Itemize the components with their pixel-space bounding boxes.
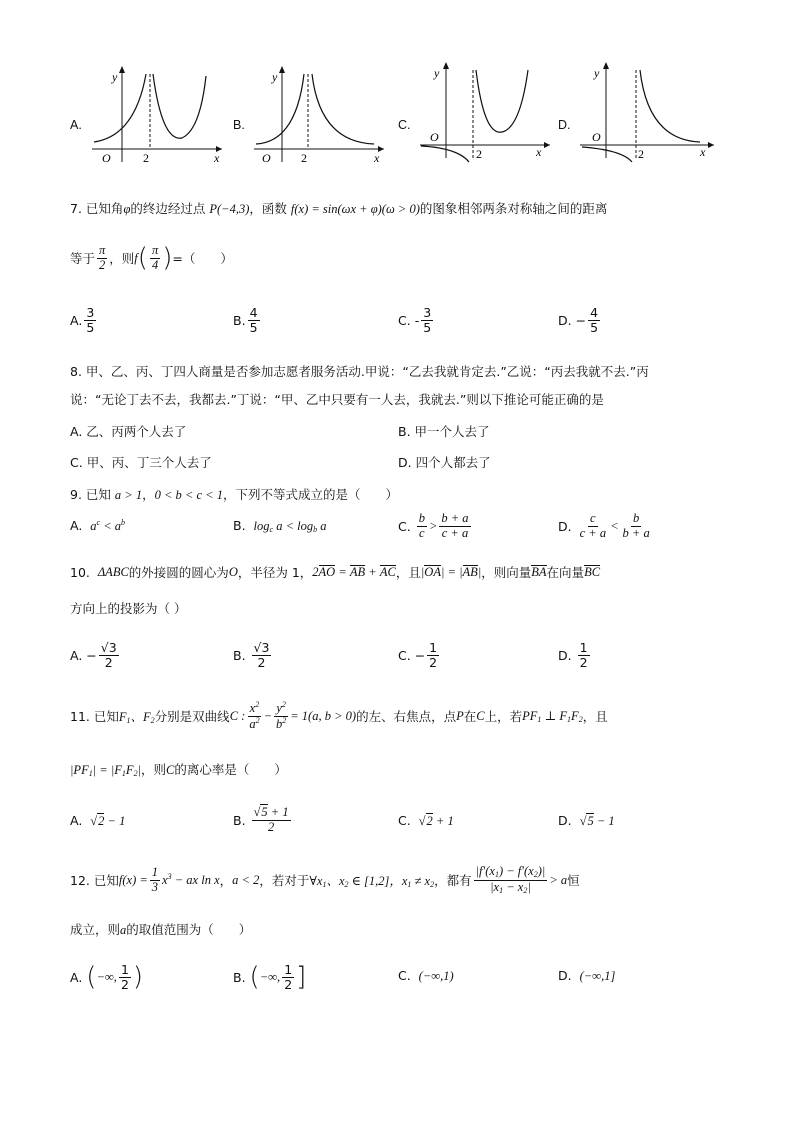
q7-text: 的图象相邻两条对称轴之间的距离 [419, 201, 608, 216]
option-label: B. [233, 312, 246, 328]
option-fraction: $\frac{√5 + 1}{2}$ [253, 805, 289, 834]
graph-d-label: D. [558, 118, 571, 132]
fraction-denominator: 5 [249, 319, 258, 335]
option-label: A. [70, 813, 83, 828]
q11-text: ，则 [141, 762, 167, 777]
q8-option-d[interactable] [398, 453, 491, 471]
q12-frac-derivative: $\frac{|f'(x_1) - f'(x_2)|}{|x_1 - x_2|}$ [475, 864, 546, 895]
q7-text: 的终边经过点 [130, 201, 206, 216]
q11-number: 11. [70, 708, 90, 724]
q12-option-a[interactable]: A. ( −∞, $\frac{1}{2}$ ) [70, 962, 144, 992]
q10-magnitude-equation: |OA| = |AB| [420, 564, 482, 579]
q7-text: 已知角 [85, 201, 124, 216]
q12-line2 [70, 920, 251, 938]
fraction-numerator: √3 [100, 640, 117, 656]
q11-stem: 11. 已知 $F_1$、$F_2$ 分别是双曲线 C : $\frac{x^2}{a^2}$ − $\frac{y^2}{b^2}$ = 1(a, b > 0) 的左、右焦点，点 P 在 C 上，若 $PF_1$ ⊥ $F_1F_2$ ，且 [70, 700, 608, 731]
option-label: C. [398, 312, 411, 328]
tick-label: 2 [638, 147, 644, 161]
q12-text: 已知 [93, 873, 119, 888]
q10-vector-ba: BA [531, 564, 547, 579]
paren: ) [162, 243, 173, 273]
q11-frac-y: $\frac{y^2}{b^2}$ [276, 700, 287, 731]
q7-option-b[interactable] [233, 302, 262, 338]
q9-option-d[interactable]: D. $\frac{c}{c + a}$ < $\frac{b}{b + a}$ [558, 511, 650, 540]
tick-label: 2 [476, 147, 482, 161]
option-fraction [99, 641, 119, 668]
q7-text: 等于 [70, 251, 96, 266]
option-fraction [84, 306, 96, 333]
q12-a: a [120, 923, 127, 937]
x-axis-label: x [700, 145, 706, 159]
q11-foci: $F_1$、$F_2$ [118, 710, 155, 725]
q7-option-d[interactable] [558, 302, 602, 338]
paren: ( [137, 243, 148, 273]
option-text: (−∞,1) [418, 969, 454, 983]
option-label: C. [398, 518, 411, 534]
q7-f: f [134, 250, 138, 265]
q11-c: C [166, 763, 175, 777]
q11-option-c[interactable] [398, 813, 454, 829]
option-sign: − [575, 312, 587, 328]
fraction-numerator: √3 [253, 640, 270, 656]
q11-p: P [456, 708, 464, 723]
q9-option-c[interactable]: C. $\frac{b}{c}$ > $\frac{b + a}{c + a}$ [398, 511, 469, 540]
option-fraction: $\frac{b + a}{c + a}$ [441, 511, 469, 540]
q12-option-d[interactable] [558, 968, 615, 984]
option-fraction: $\frac{c}{c + a}$ [579, 511, 607, 540]
option-fraction: $\frac{b}{c}$ [418, 511, 425, 540]
graph-c [418, 58, 553, 163]
fraction-denominator: 5 [86, 319, 95, 335]
fraction-numerator: 1 [429, 640, 438, 656]
option-sign: - [414, 312, 420, 328]
option-fraction: $\frac{b}{b + a}$ [622, 511, 650, 540]
graph-a [90, 62, 225, 167]
y-axis-label: y [594, 66, 600, 80]
fraction-denominator: 2 [99, 257, 106, 272]
option-label: A. [70, 969, 83, 985]
fraction-denominator: 2 [104, 654, 113, 670]
option-label: B. [233, 969, 246, 985]
option-label: D. [558, 518, 572, 534]
y-axis-label: y [112, 70, 118, 84]
q7-text: ，则 [109, 251, 135, 266]
q11-line2 [70, 760, 287, 778]
option-fraction: $\frac{1}{2}$ [284, 962, 293, 992]
tick-label: 2 [301, 151, 307, 165]
q8-option-a[interactable] [70, 422, 186, 440]
q11-c: C [476, 708, 485, 723]
x-axis-label: x [536, 145, 542, 159]
q10-text: ，则向量 [481, 565, 532, 580]
option-math: $a^c < a^b$ [90, 518, 126, 533]
option-text: 四个人都去了 [415, 455, 491, 470]
q12-option-b[interactable]: B. ( −∞, $\frac{1}{2}$ ] [233, 962, 307, 992]
option-text: (−∞,1] [579, 969, 616, 983]
origin-label: O [592, 130, 601, 144]
q11-hyperbola: C : [229, 708, 246, 723]
origin-label: O [262, 151, 271, 165]
option-label: C. [398, 968, 411, 983]
option-label: B. [233, 518, 246, 533]
q9-option-b[interactable] [233, 518, 326, 534]
q10-text: ，且 [395, 565, 421, 580]
graph-d [578, 58, 718, 163]
q7-text: ，函数 [249, 201, 287, 216]
q12-stem: 12. 已知 f(x) = $\frac{1}{3}$ $x^3$ − ax ln x ， a < 2 ，若对于 $\forall x_1$、$x_2$ ∈ [1,2]，$x_1 \ne x_2$ ，都有 $\frac{|f'(x_1) - f'(x_2)|}{|x_1 - x_2|}$ > a 恒 [70, 864, 580, 895]
option-fraction [421, 306, 433, 333]
q11-equal-length: $|PF_1| = |F_1F_2|$ [70, 763, 141, 778]
q9-condition: a > 1 [114, 488, 143, 502]
option-label: B. [398, 424, 411, 439]
option-fraction [427, 641, 439, 668]
q7-phi: φ [123, 202, 131, 216]
y-axis-label: y [434, 66, 440, 80]
fraction-denominator: 4 [151, 257, 159, 272]
fraction-pi-over-4 [150, 244, 160, 271]
q11-text: 分别是双曲线 [154, 709, 230, 724]
graph-a-label: A. [70, 118, 82, 132]
fraction-denominator: 5 [423, 319, 432, 335]
q10-stem [70, 563, 600, 581]
q7-option-a[interactable] [70, 302, 98, 338]
q9-condition: 0 < b < c < 1 [154, 488, 223, 502]
q11-option-a[interactable] [70, 813, 125, 829]
option-sign: − [414, 647, 426, 663]
fraction-denominator: 2 [429, 654, 438, 670]
option-fraction [578, 641, 590, 668]
q11-text: ，且 [582, 709, 608, 724]
option-fraction [252, 641, 272, 668]
option-sign: − [86, 647, 97, 663]
q12-forall: $\forall x_1$、$x_2$ ∈ [1,2]，$x_1 \ne x_2$ [309, 874, 435, 889]
q11-text: 的离心率是（ ） [174, 762, 287, 777]
q10-option-c[interactable] [398, 635, 441, 675]
q10-triangle: ΔABC [97, 564, 129, 579]
fraction-numerator: 3 [423, 305, 432, 321]
q11-text: 上，若 [484, 709, 523, 724]
option-fraction [248, 306, 260, 333]
q7-line2 [70, 240, 233, 276]
fraction-denominator: 5 [590, 319, 599, 335]
q9-stem [70, 485, 398, 503]
q12-text: ， [219, 873, 233, 888]
option-text: 乙、丙两个人去了 [86, 424, 187, 439]
q9-option-a[interactable] [70, 518, 125, 534]
origin-label: O [430, 130, 439, 144]
q9-text: 已知 [85, 487, 111, 502]
q10-text: 在向量 [546, 565, 585, 580]
y-axis-label: y [272, 70, 278, 84]
option-math: √5 − 1 [579, 814, 615, 828]
origin-label: O [102, 151, 111, 165]
q10-number: 10. [70, 564, 90, 580]
q8-line2: 说：“无论丁去不去，我都去.”丁说：“甲、乙中只要有一人去，我就去.”则以下推论可能正确的是 [70, 392, 604, 407]
q11-option-d[interactable] [558, 813, 615, 829]
option-label: D. [398, 455, 412, 470]
option-label: D. [558, 968, 572, 983]
fraction-numerator: 4 [249, 305, 258, 321]
q9-number: 9. [70, 487, 82, 502]
option-label: D. [558, 647, 572, 663]
fraction-denominator: 2 [579, 654, 588, 670]
q10-text: 的外接圆的圆心为 [128, 565, 229, 580]
q11-frac-x: $\frac{x^2}{a^2}$ [249, 700, 260, 731]
option-text: 甲、丙、丁三个人去了 [86, 455, 212, 470]
q12-text: ，都有 [434, 873, 472, 888]
q10-vector-equation: 2AO = AB + AC [312, 564, 396, 579]
q11-perp: $PF_1$ ⊥ $F_1F_2$ [522, 709, 583, 724]
q7-point: P(−4,3) [209, 202, 250, 216]
graph-b-label: B. [233, 118, 245, 132]
fraction-numerator: π [151, 243, 159, 258]
q7-option-c[interactable] [398, 302, 435, 338]
option-math: √2 + 1 [418, 814, 454, 828]
option-label: A. [70, 312, 83, 328]
q7-number: 7. [70, 201, 82, 216]
x-axis-label: x [214, 151, 220, 165]
q8-option-c[interactable] [70, 453, 212, 471]
q11-text: 已知 [93, 709, 119, 724]
option-fraction [588, 306, 600, 333]
x-axis-label: x [374, 151, 380, 165]
q10-option-a[interactable] [70, 635, 121, 675]
q8-line1: 8. 甲、乙、丙、丁四人商量是否参加志愿者服务活动.甲说：“乙去我就肯定去.”乙说：“丙去我就不去.”丙 [70, 364, 649, 379]
q11-text: 在 [463, 709, 477, 724]
q10-line2: 方向上的投影为（ ） [70, 601, 187, 616]
option-label: C. [398, 647, 411, 663]
q12-frac-third: $\frac{1}{3}$ [151, 865, 159, 894]
q10-text: ，半径为 1， [237, 565, 313, 580]
option-label: D. [558, 813, 572, 828]
option-label: A. [70, 424, 83, 439]
fraction-denominator: 2 [257, 654, 266, 670]
q12-condition: a < 2 [232, 872, 260, 887]
q12-text: 成立，则 [70, 922, 121, 937]
q7-line1 [70, 199, 607, 217]
option-label: A. [70, 518, 83, 533]
option-label: A. [70, 647, 83, 663]
option-label: C. [70, 455, 83, 470]
q10-option-b[interactable] [233, 635, 273, 675]
option-label: B. [233, 812, 246, 828]
q12-number: 12. [70, 872, 90, 888]
fraction-numerator: 1 [579, 640, 588, 656]
q12-text: 恒 [567, 873, 580, 888]
option-label: B. [233, 647, 246, 663]
option-label: D. [558, 312, 572, 328]
q10-vector-bc: BC [584, 564, 601, 579]
q10-option-d[interactable] [558, 635, 592, 675]
fraction-numerator: 4 [590, 305, 599, 321]
option-math: √2 − 1 [90, 814, 126, 828]
option-label: C. [398, 813, 411, 828]
fraction-numerator: 3 [86, 305, 95, 321]
q12-text: ，若对于 [259, 873, 310, 888]
graph-b [252, 62, 387, 167]
tick-label: 2 [143, 151, 149, 165]
q10-o: O [228, 564, 238, 579]
q7-function: f(x) = sin(ωx + φ)(ω > 0) [290, 202, 420, 216]
fraction-pi-over-2 [97, 244, 107, 271]
q12-option-c[interactable] [398, 968, 454, 984]
q11-option-b[interactable] [233, 800, 293, 840]
q9-text: ， [142, 487, 155, 502]
q11-text: 的左、右焦点，点 [356, 709, 457, 724]
q7-text: =（ ） [172, 251, 233, 266]
q12-text: 的取值范围为（ ） [126, 922, 252, 937]
option-text: 甲一个人去了 [414, 424, 490, 439]
q9-text: ，下列不等式成立的是（ ） [222, 487, 398, 502]
option-fraction: $\frac{1}{2}$ [120, 962, 129, 992]
graph-c-label: C. [398, 118, 411, 132]
option-math: $\log_c a < \log_b a$ [253, 519, 327, 534]
q8-option-b[interactable] [398, 422, 490, 440]
fraction-numerator: π [99, 243, 106, 258]
